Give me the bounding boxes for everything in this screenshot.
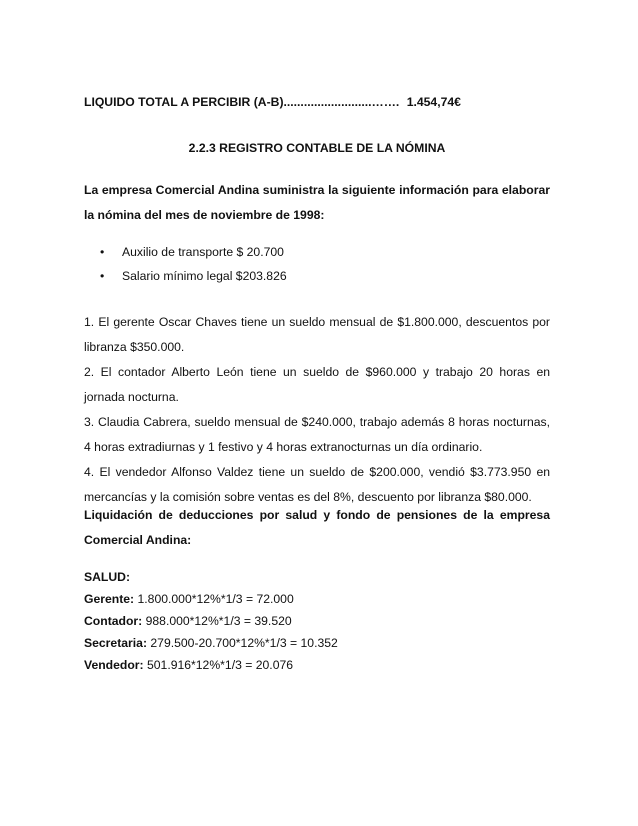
salud-row-value: 1.800.000*12%*1/3 = 72.000 [137,592,294,606]
section-title: 2.2.3 REGISTRO CONTABLE DE LA NÓMINA [188,141,446,155]
liquidacion-heading: Liquidación de deducciones por salud y fondo de pensiones de la empresa Comercial Andina: [84,508,550,547]
salud-row [84,610,550,632]
liquido-total-amount: 1.454,74€ [406,95,461,109]
salud-row-value: 501.916*12%*1/3 = 20.076 [146,658,294,672]
salud-row-label: Vendedor: [84,658,144,672]
salud-row [84,588,550,610]
bullet-list [100,240,287,288]
salud-row [84,632,550,654]
salud-heading: SALUD: [84,570,131,584]
bullet-dot-icon: • [100,245,105,259]
salud-row-value: 279.500-20.700*12%*1/3 = 10.352 [150,636,338,650]
numbered-items [84,310,550,510]
numbered-item: 1. El gerente Oscar Chaves tiene un sueldo mensual de $1.800.000, descuentos por libranza $350.000. [84,315,550,354]
salud-row-label: Contador: [84,614,143,628]
bullet-item [100,264,287,288]
intro-paragraph: La empresa Comercial Andina suministra la siguiente información para elaborar la nómina del mes de noviembre de 1998: [84,183,550,222]
numbered-item: 3. Claudia Cabrera, sueldo mensual de $240.000, trabajo además 8 horas nocturnas, 4 horas extradiurnas y 1 festivo y 4 horas extranocturnas un día ordinario. [84,415,550,454]
numbered-item: 2. El contador Alberto León tiene un sueldo de $960.000 y trabajo 20 horas en jornada nocturna. [84,365,550,404]
liquido-total-label: LIQUIDO TOTAL A PERCIBIR (A-B)..........................……. [84,95,400,109]
liquido-total-line [84,92,550,112]
bullet-text: Salario mínimo legal $203.826 [122,269,287,283]
salud-section [84,566,550,676]
salud-row-label: Gerente: [84,592,135,606]
salud-row-label: Secretaria: [84,636,148,650]
salud-row [84,654,550,676]
salud-row-value: 988.000*12%*1/3 = 39.520 [145,614,292,628]
bullet-text: Auxilio de transporte $ 20.700 [122,245,284,259]
bullet-dot-icon: • [100,269,105,283]
numbered-item: 4. El vendedor Alfonso Valdez tiene un sueldo de $200.000, vendió $3.773.950 en mercancías y la comisión sobre ventas es del 8%, descuento por libranza $80.000. [84,465,550,504]
bullet-item [100,240,287,264]
